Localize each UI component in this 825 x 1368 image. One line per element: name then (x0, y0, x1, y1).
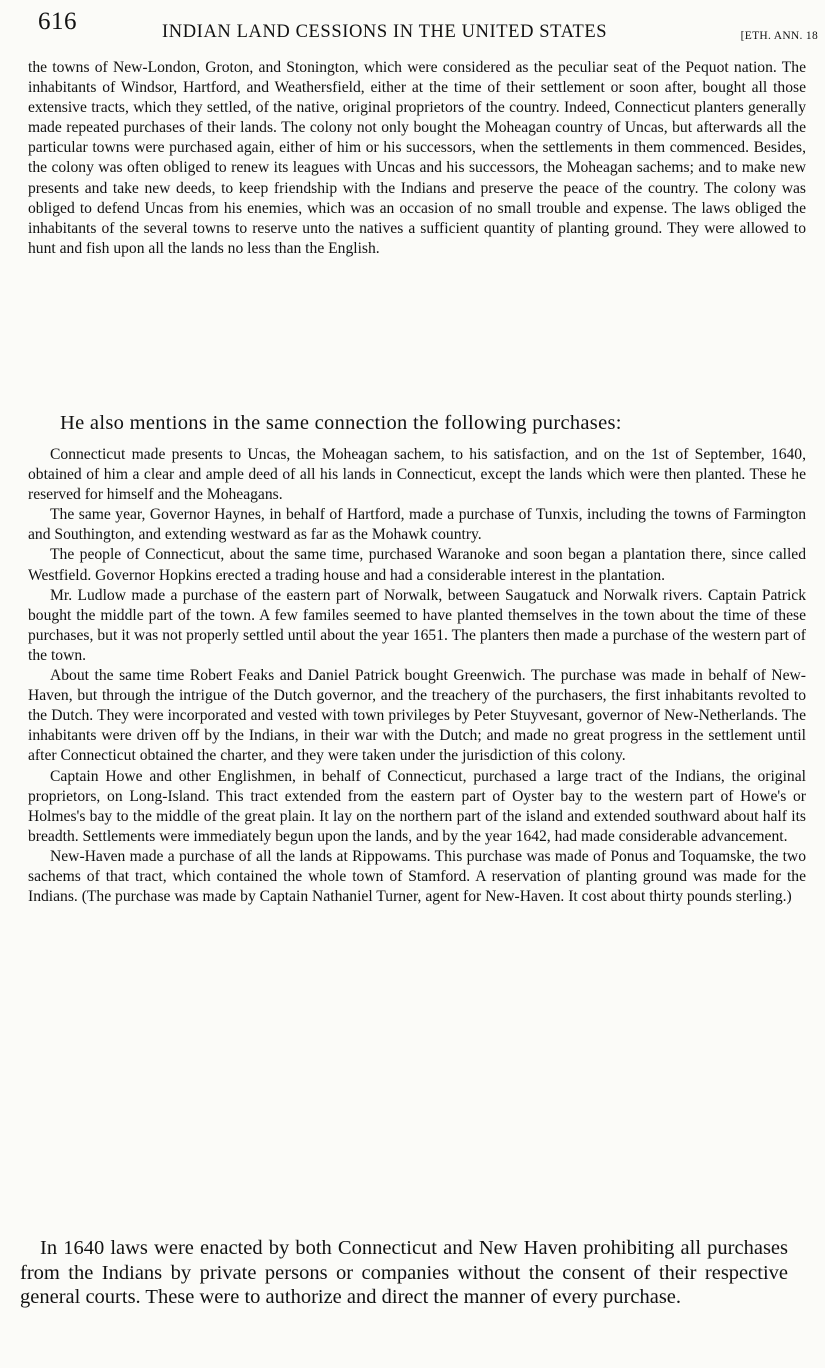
opening-paragraph: the towns of New-London, Groton, and Stonington, which were considered as the peculiar seat of the Pequot nation. The inhabitants of Windsor, Hartford, and Weathersfield, either at the time of their settlement or soon after, bought all those extensive tracts, which they settled, of the native, original proprietors of the country. Indeed, Connecticut planters generally made repeated purchases of their lands. The colony not only bought the Moheagan country of Uncas, but afterwards all the particular towns were purchased again, either of him or his successors, when the settlements in them commenced. Besides, the colony was often obliged to renew its leagues with Uncas and his successors, the Moheagan sachems; and to make new presents and take new deeds, to keep friendship with the Indians and preserve the peace of the country. The colony was obliged to defend Uncas from his enemies, which was an occasion of no small trouble and expense. The laws obliged the inhabitants of the several towns to reserve unto the natives a sufficient quantity of planting ground. They were allowed to hunt and fish upon all the lands no less than the English. (28, 59, 806, 257)
report-reference: [ETH. ANN. 18 (740, 30, 818, 42)
quoted-paragraph-norwalk: Mr. Ludlow made a purchase of the eastern part of Norwalk, between Saugatuck and Norwalk rivers. Captain Patrick bought the middle part of the town. A few familes seemed to have planted themselves in the town about the time of these purchases, but it was not properly settled until about the year 1651. The planters then made a purchase of the western part of the town. (28, 586, 806, 664)
closing-paragraph: In 1640 laws were enacted by both Connecticut and New Haven prohibiting all purchases from the Indians by private persons or companies without the consent of their respective general courts. These were to authorize and direct the manner of every purchase. (20, 1237, 788, 1308)
closing-paragraph-block (20, 1236, 788, 1310)
opening-paragraph-block (28, 58, 806, 259)
quoted-paragraph-greenwich: About the same time Robert Feaks and Daniel Patrick bought Greenwich. The purchase was made in behalf of New-Haven, but through the intrigue of the Dutch governor, and the treachery of the purchasers, the first inhabitants revolted to the Dutch. They were incorporated and vested with town privileges by Peter Stuyvesant, governor of New-Netherlands. The inhabitants were driven off by the Indians, in their war with the Dutch; and made no great progress in the settlement until after Connecticut obtained the charter, and they were taken under the jurisdiction of this colony. (28, 667, 806, 765)
quoted-paragraph-uncas-deed: Connecticut made presents to Uncas, the Moheagan sachem, to his satisfaction, and on the 1st of September, 1640, obtained of him a clear and ample deed of all his lands in Connecticut, except the lands which were then planted. These he reserved for himself and the Moheagans. (28, 446, 806, 504)
page-number: 616 (38, 8, 77, 35)
quoted-paragraph-waranoke: The people of Connecticut, about the same time, purchased Waranoke and soon began a plantation there, since called Westfield. Governor Hopkins erected a trading house and had a considerable interest in the plantation. (28, 546, 806, 584)
quoted-paragraph-stamford: New-Haven made a purchase of all the lands at Rippowams. This purchase was made of Ponus and Toquamske, the two sachems of that tract, which contained the whole town of Stamford. A reservation of planting ground was made for the Indians. (The purchase was made by Captain Nathaniel Turner, agent for New-Haven. It cost about thirty pounds sterling.) (28, 847, 806, 906)
quoted-paragraph-long-island: Captain Howe and other Englishmen, in behalf of Connecticut, purchased a large tract of the Indians, the original proprietors, on Long-Island. This tract extended from the eastern part of Oyster bay to the western part of Howe's or Holmes's bay to the middle of the great plain. It lay on the northern part of the island and extended southward about half its breadth. Settlements were immediately begun upon the lands, and by the year 1642, had made considerable advancement. (28, 767, 806, 845)
quoted-purchases-block (28, 445, 806, 907)
running-title: INDIAN LAND CESSIONS IN THE UNITED STATES (162, 22, 608, 42)
page-header (38, 8, 818, 44)
quoted-paragraph-tunxis: The same year, Governor Haynes, in behalf of Hartford, made a purchase of Tunxis, including the towns of Farmington and Southington, and extending westward as far as the Mohawk country. (28, 506, 806, 544)
lead-in-sentence: He also mentions in the same connection the following purchases: (60, 412, 622, 434)
